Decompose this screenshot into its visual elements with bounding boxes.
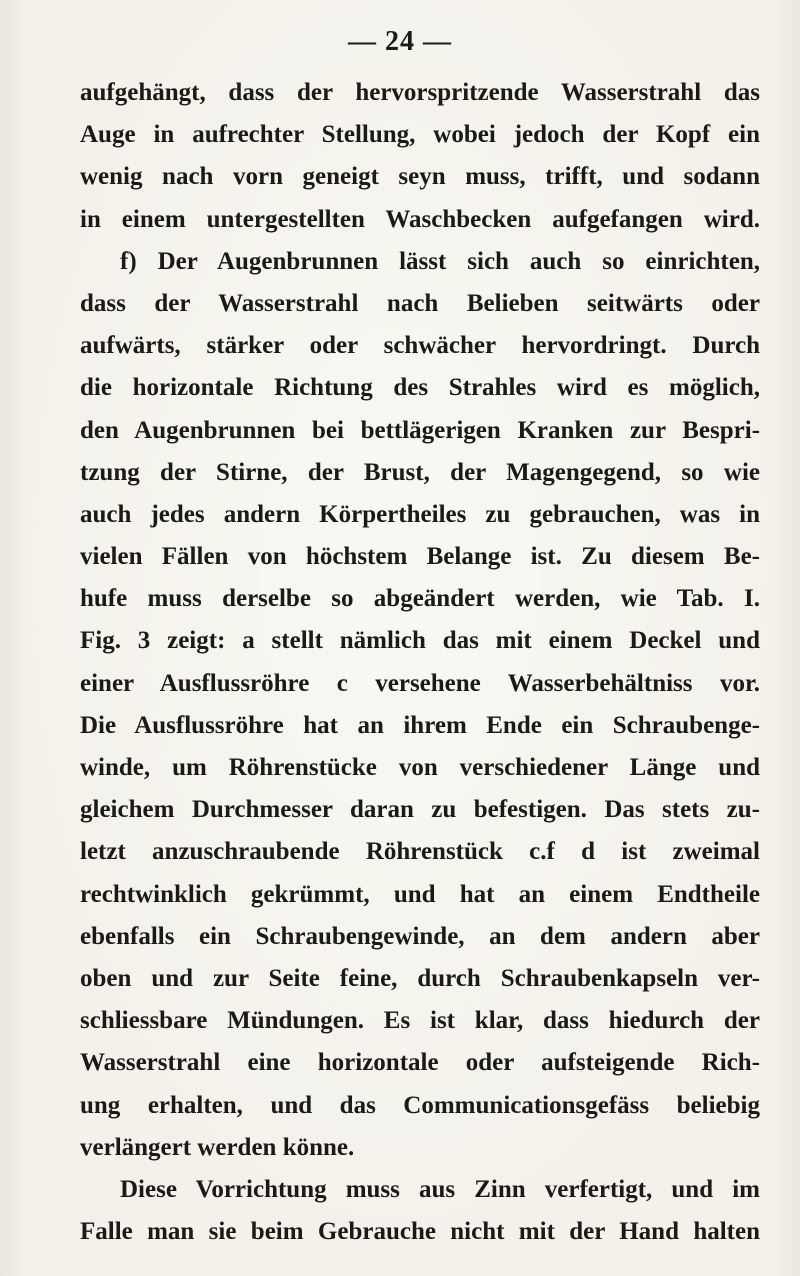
text-line: Fig. 3 zeigt: a stellt nämlich das mit einem Deckel und xyxy=(80,627,760,655)
text-line: dass der Wasserstrahl nach Belieben seitwärts oder xyxy=(80,289,760,317)
text-line: in einem untergestellten Waschbecken aufgefangen wird. xyxy=(80,205,760,233)
text-line: f) Der Augenbrunnen lässt sich auch so einrichten, xyxy=(120,247,760,275)
text-line: verlängert werden könne. xyxy=(80,1133,355,1161)
text-line: aufwärts, stärker oder schwächer hervordringt. Durch xyxy=(80,332,760,360)
text-line: die horizontale Richtung des Strahles wird es möglich, xyxy=(80,374,760,402)
page-number: — 24 — xyxy=(348,26,452,57)
text-line: aufgehängt, dass der hervorspritzende Wasserstrahl das xyxy=(80,79,760,106)
text-line: Diese Vorrichtung muss aus Zinn verfertigt, und im xyxy=(120,1175,760,1203)
text-line: hufe muss derselbe so abgeändert werden, wie Tab. I. xyxy=(80,585,760,613)
text-line: oben und zur Seite feine, durch Schraubenkapseln ver- xyxy=(80,964,760,992)
text-line: gleichem Durchmesser daran zu befestigen. Das stets zu- xyxy=(80,796,760,824)
text-line: wenig nach vorn geneigt seyn muss, trifft, und sodann xyxy=(80,163,760,191)
text-line: letzt anzuschraubende Röhrenstück c.f d ist zweimal xyxy=(80,838,760,866)
text-line: Die Ausflussröhre hat an ihrem Ende ein Schraubenge- xyxy=(80,711,760,739)
text-line: Falle man sie beim Gebrauche nicht mit der Hand halten xyxy=(80,1218,760,1246)
text-line: tzung der Stirne, der Brust, der Magengegend, so wie xyxy=(80,458,760,486)
text-line: winde, um Röhrenstücke von verschiedener Länge und xyxy=(80,754,760,781)
text-line: vielen Fällen von höchstem Belange ist. Zu diesem Be- xyxy=(80,543,760,571)
text-line: Wasserstrahl eine horizontale oder aufsteigende Rich- xyxy=(80,1049,760,1077)
text-line: rechtwinklich gekrümmt, und hat an einem Endtheile xyxy=(80,880,760,908)
text-line: einer Ausflussröhre c versehene Wasserbehältniss vor. xyxy=(80,669,760,697)
text-line: schliessbare Mündungen. Es ist klar, dass hiedurch der xyxy=(80,1007,760,1035)
text-line: den Augenbrunnen bei bettlägerigen Kranken zur Bespri- xyxy=(80,416,760,444)
text-line: ung erhalten, und das Communicationsgefäss beliebig xyxy=(80,1091,760,1119)
text-line: Auge in aufrechter Stellung, wobei jedoch der Kopf ein xyxy=(80,121,760,149)
text-line: auch jedes andern Körpertheiles zu gebrauchen, was in xyxy=(80,500,760,528)
body-text xyxy=(80,72,760,1253)
text-line: ebenfalls ein Schraubengewinde, an dem andern aber xyxy=(80,922,760,950)
